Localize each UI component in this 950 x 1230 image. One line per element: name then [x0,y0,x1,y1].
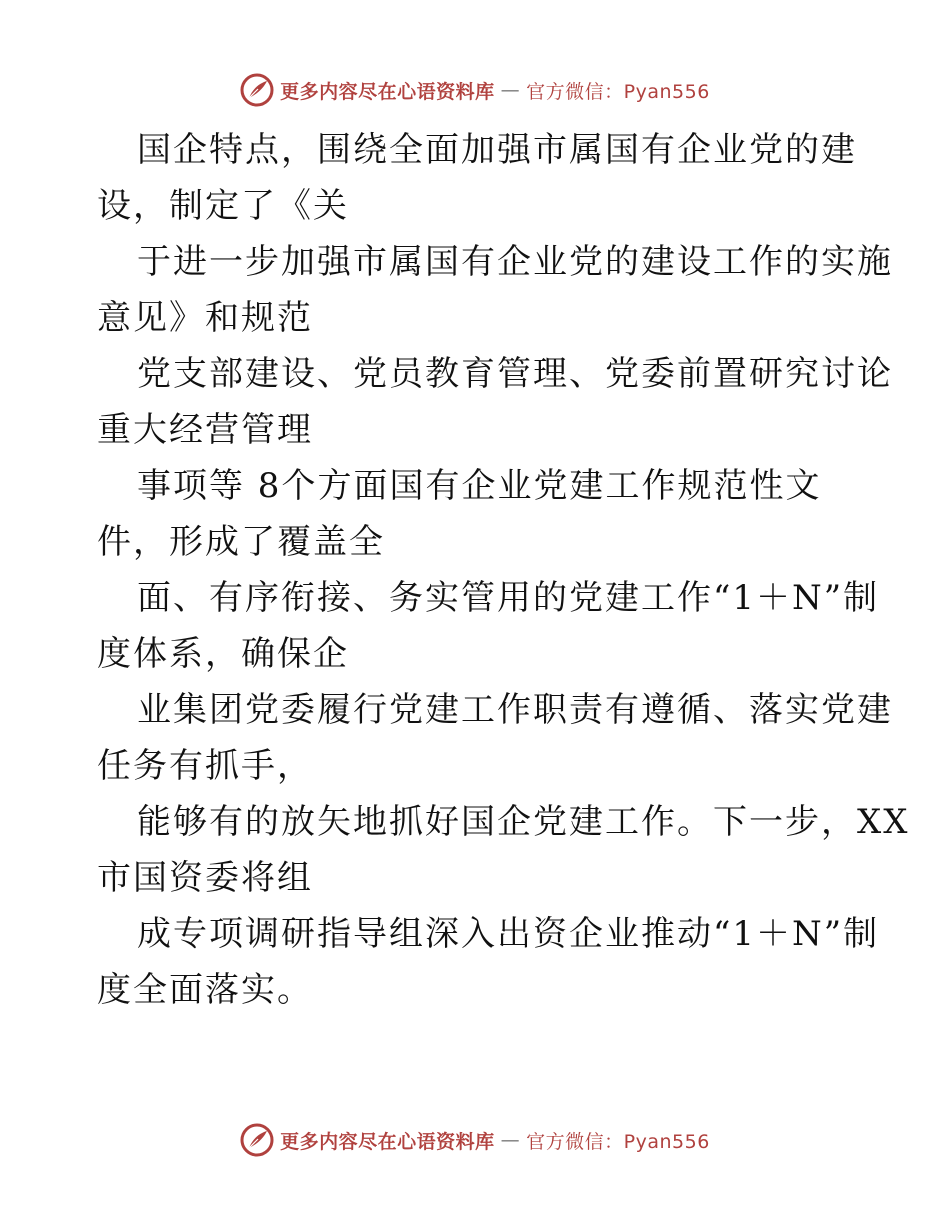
header-banner [0,70,950,110]
body-line: 度全面落实。 [97,970,313,1010]
banner-brand-text: 更多内容尽在心语资料库 [280,1130,495,1153]
body-line: 意见》和规范 [97,298,313,338]
banner-separator: — [500,1129,521,1151]
body-line: 设，制定了《关 [97,186,349,226]
body-line: 市国资委将组 [97,858,313,898]
body-line: 党支部建设、党员教育管理、党委前置研究讨论 [137,354,893,394]
body-line: 成专项调研指导组深入出资企业推动“1＋N”制 [137,914,880,954]
banner-separator: — [500,79,521,101]
banner-contact-text: 官方微信：Pyan556 [526,1130,710,1153]
feather-logo-icon [240,1123,274,1157]
body-line: 面、有序衔接、务实管用的党建工作“1＋N”制 [137,578,880,618]
body-line: 度体系，确保企 [97,634,349,674]
body-line: 件，形成了覆盖全 [97,522,385,562]
document-body [97,122,910,1018]
banner-brand-text: 更多内容尽在心语资料库 [280,80,495,103]
footer-banner [0,1120,950,1160]
feather-logo-icon [240,73,274,107]
body-line: 于进一步加强市属国有企业党的建设工作的实施 [137,242,893,282]
body-line: 重大经营管理 [97,410,313,450]
banner-contact-text: 官方微信：Pyan556 [526,80,710,103]
body-line: 国企特点，围绕全面加强市属国有企业党的建 [137,130,857,170]
body-line: 任务有抓手， [97,746,313,786]
body-line: 能够有的放矢地抓好国企党建工作。下一步，XX [137,802,910,842]
body-line: 业集团党委履行党建工作职责有遵循、落实党建 [137,690,893,730]
body-line: 事项等 8个方面国有企业党建工作规范性文 [137,466,822,506]
